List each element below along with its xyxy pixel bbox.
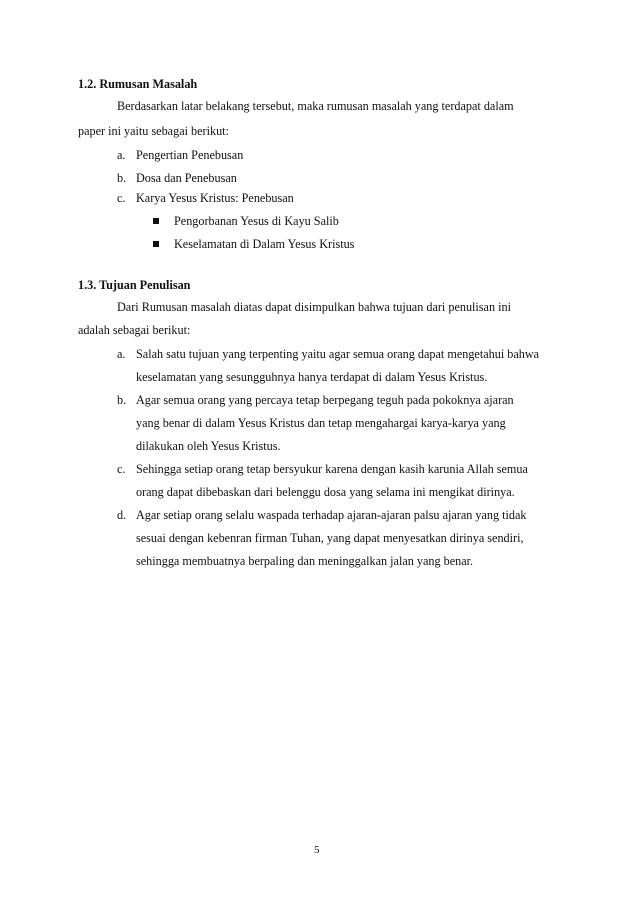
list-marker: b. (117, 393, 127, 407)
list-item-text: sesuai dengan kebenran firman Tuhan, yang dapat menyesatkan dirinya sendiri, (136, 531, 524, 545)
list-item-text: Karya Yesus Kristus: Penebusan (136, 191, 294, 205)
paragraph-line: Berdasarkan latar belakang tersebut, maka rumusan masalah yang terdapat dalam (117, 99, 514, 113)
list-marker: c. (117, 462, 126, 476)
paragraph-line: Dari Rumusan masalah diatas dapat disimpulkan bahwa tujuan dari penulisan ini (117, 300, 511, 314)
list-item-text: Pengertian Penebusan (136, 148, 244, 162)
section-heading-tujuan-penulisan: 1.3. Tujuan Penulisan (78, 278, 191, 292)
list-item-text: dilakukan oleh Yesus Kristus. (136, 439, 281, 453)
list-marker: c. (117, 191, 126, 205)
list-item-text: Salah satu tujuan yang terpenting yaitu agar semua orang dapat mengetahui bahwa (136, 347, 540, 361)
list-item-text: keselamatan yang sesungguhnya hanya terdapat di dalam Yesus Kristus. (136, 370, 488, 384)
square-bullet-icon (153, 218, 159, 224)
paragraph-line: paper ini yaitu sebagai berikut: (78, 124, 229, 138)
list-item-text: Agar semua orang yang percaya tetap berpegang teguh pada pokoknya ajaran (136, 393, 514, 407)
paragraph-line: adalah sebagai berikut: (78, 323, 191, 337)
list-item-text: sehingga membuatnya berpaling dan meninggalkan jalan yang benar. (136, 554, 474, 568)
list-item-text: Dosa dan Penebusan (136, 171, 237, 185)
list-marker: a. (117, 148, 126, 162)
bullet-item-text: Pengorbanan Yesus di Kayu Salib (174, 214, 339, 228)
list-item-text: yang benar di dalam Yesus Kristus dan tetap mengahargai karya-karya yang (136, 416, 506, 430)
list-item-text: Agar setiap orang selalu waspada terhadap ajaran-ajaran palsu ajaran yang tidak (136, 508, 527, 522)
bullet-item-text: Keselamatan di Dalam Yesus Kristus (174, 237, 355, 251)
list-item-text: orang dapat dibebaskan dari belenggu dosa yang selama ini mengikat dirinya. (136, 485, 515, 499)
page-number: 5 (314, 844, 320, 856)
list-marker: a. (117, 347, 126, 361)
bullet-item (153, 213, 339, 229)
list-marker: d. (117, 508, 127, 522)
list-marker: b. (117, 171, 127, 185)
bullet-item (153, 236, 354, 252)
square-bullet-icon (153, 241, 159, 247)
section-heading-rumusan-masalah: 1.2. Rumusan Masalah (78, 77, 198, 91)
list-item-text: Sehingga setiap orang tetap bersyukur karena dengan kasih karunia Allah semua (136, 462, 528, 476)
